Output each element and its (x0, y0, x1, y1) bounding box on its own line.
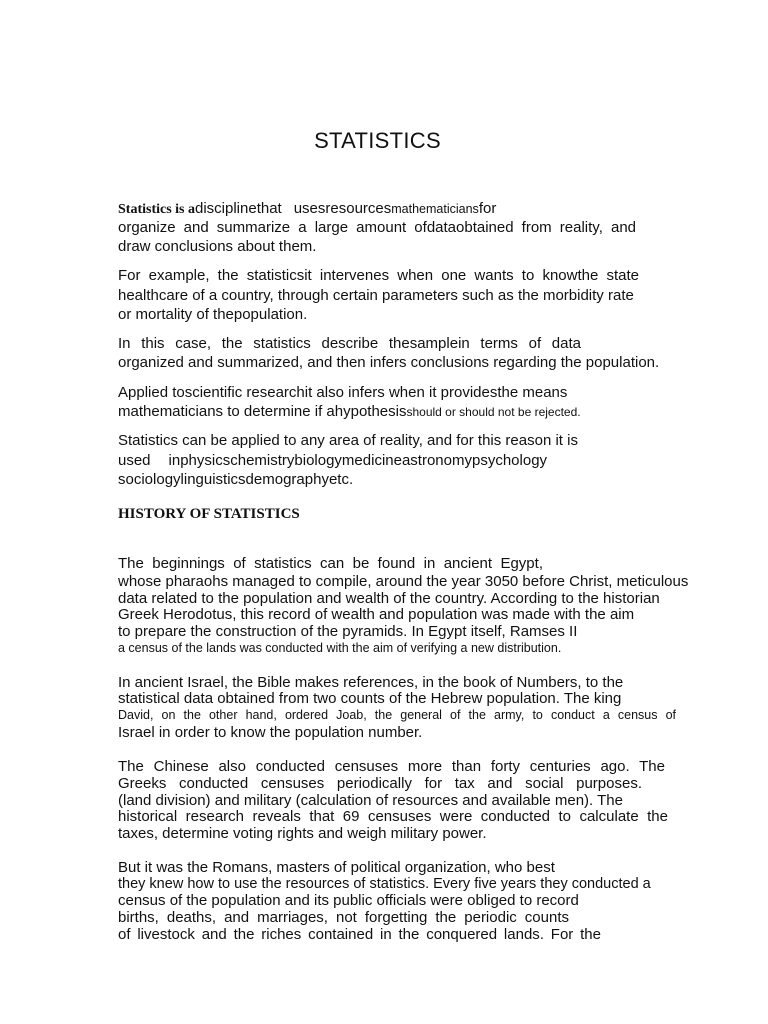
section-heading: HISTORY OF STATISTICS (118, 506, 300, 522)
p2-line-2: healthcare of a country, through certain parameters such as the morbidity rate (118, 287, 634, 304)
document-title: STATISTICS (314, 128, 441, 153)
p3-line-2: organized and summarized, and then infers conclusions regarding the population. (118, 354, 660, 371)
p9-line-4: births, deaths, and marriages, not forgetting the periodic counts (118, 909, 569, 926)
p6-line-6: a census of the lands was conducted with the aim of verifying a new distribution. (118, 641, 562, 655)
p1-line-3: draw conclusions about them. (118, 238, 317, 255)
p8-line-4: historical research reveals that 69 censuses were conducted to calculate the (118, 808, 668, 825)
p8-line-1: The Chinese also conducted censuses more than forty centuries ago. The (118, 758, 665, 775)
p5-line-3: sociologylinguisticsdemographyetc. (118, 471, 354, 488)
p3-line-1: In this case, the statistics describe thesamplein terms of data (118, 335, 581, 352)
p8-line-3: (land division) and military (calculation of resources and available men). The (118, 792, 623, 809)
p9-line-2: they knew how to use the resources of statistics. Every five years they conducted a (118, 876, 651, 892)
p7-line-3: David, on the other hand, ordered Joab, the general of the army, to conduct a census of (118, 708, 676, 722)
p8-line-2: Greeks conducted censuses periodically for tax and social purposes. (118, 775, 642, 792)
p9-line-5: of livestock and the riches contained in the conquered lands. For the (118, 926, 601, 943)
p8-line-5: taxes, determine voting rights and weigh military power. (118, 825, 487, 842)
p6-line-3: data related to the population and wealth of the country. According to the historian (118, 590, 660, 607)
p4-line-1: Applied toscientific researchit also infers when it providesthe means (118, 384, 568, 401)
p7-line-1: In ancient Israel, the Bible makes references, in the book of Numbers, to the (118, 674, 624, 691)
p5-line-2: used inphysicschemistrybiologymedicineastronomypsychology (118, 452, 548, 469)
p1-line-2: organize and summarize a large amount ofdataobtained from reality, and (118, 219, 636, 236)
p5-line-1: Statistics can be applied to any area of reality, and for this reason it is (118, 432, 578, 449)
p9-line-1: But it was the Romans, masters of political organization, who best (118, 859, 555, 876)
p6-line-1: The beginnings of statistics can be found in ancient Egypt, (118, 555, 543, 572)
p4-line-2: mathematicians to determine if ahypothesisshould or should not be rejected. (118, 403, 581, 420)
p1-line-1: Statistics is adisciplinethat usesresourcesmathematiciansfor (118, 200, 497, 217)
p7-line-4: Israel in order to know the population number. (118, 724, 423, 741)
p2-line-3: or mortality of thepopulation. (118, 306, 308, 323)
p6-line-5: to prepare the construction of the pyramids. In Egypt itself, Ramses II (118, 623, 578, 640)
p6-line-2: whose pharaohs managed to compile, around the year 3050 before Christ, meticulous (118, 573, 689, 590)
p9-line-3: census of the population and its public officials were obliged to record (118, 892, 579, 909)
p6-line-4: Greek Herodotus, this record of wealth and population was made with the aim (118, 606, 635, 623)
p2-line-1: For example, the statisticsit intervenes when one wants to knowthe state (118, 267, 639, 284)
p7-line-2: statistical data obtained from two counts of the Hebrew population. The king (118, 690, 622, 707)
